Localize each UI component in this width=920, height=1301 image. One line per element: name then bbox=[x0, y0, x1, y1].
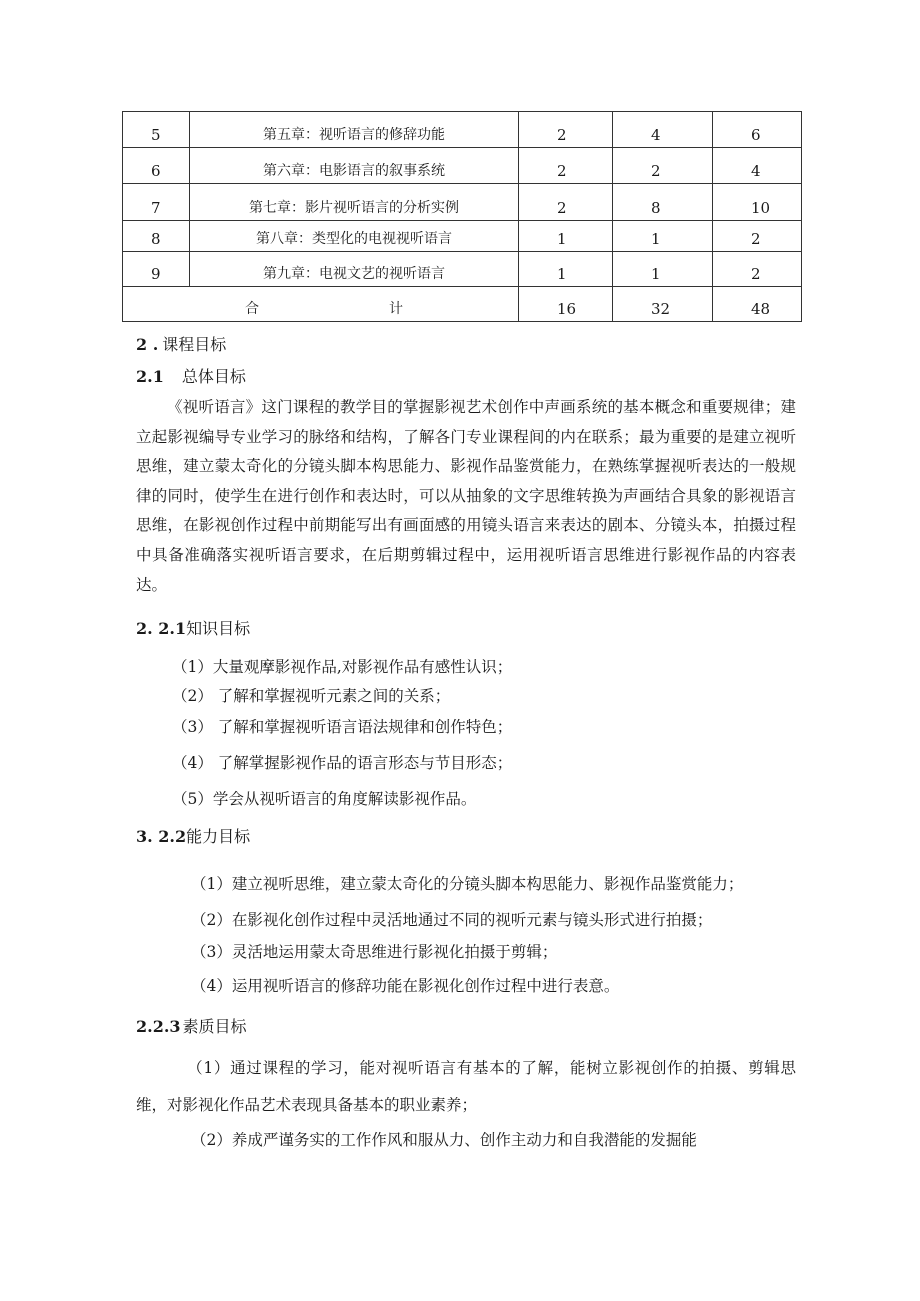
total-label: 合 计 bbox=[123, 287, 519, 322]
section-heading-overall-objectives: 2.1 总体目标 bbox=[136, 367, 246, 386]
knowledge-item: （1）大量观摩影视作品,对影视作品有感性认识； bbox=[172, 658, 513, 676]
row-number: 7 bbox=[123, 184, 190, 221]
ability-item: （3）灵活地运用蒙太奇思维进行影视化拍摄于剪辑； bbox=[191, 943, 558, 961]
quality-item: （1）通过课程的学习，能对视听语言有基本的了解，能树立影视创作的拍摄、剪辑思维，对影视化作品艺术表现具备基本的职业素养； bbox=[136, 1059, 796, 1114]
row-number: 6 bbox=[123, 148, 190, 184]
table-row bbox=[123, 221, 802, 252]
chapter-title: 第五章：视听语言的修辞功能 bbox=[190, 112, 519, 148]
chapter-title: 第六章：电影语言的叙事系统 bbox=[190, 148, 519, 184]
knowledge-item: （2） 了解和掌握视听元素之间的关系； bbox=[172, 687, 451, 705]
knowledge-item: （4） 了解掌握影视作品的语言形态与节目形态； bbox=[172, 754, 513, 772]
row-number: 8 bbox=[123, 221, 190, 252]
chapter-title: 第九章：电视文艺的视听语言 bbox=[190, 252, 519, 287]
section-heading-course-objectives: 2 . 课程目标 bbox=[136, 335, 227, 354]
practice-hours: 1 bbox=[613, 221, 713, 252]
total-hours: 2 bbox=[713, 252, 802, 287]
practice-hours: 4 bbox=[613, 112, 713, 148]
row-number: 9 bbox=[123, 252, 190, 287]
practice-hours: 2 bbox=[613, 148, 713, 184]
ability-item: （2）在影视化创作过程中灵活地通过不同的视听元素与镜头形式进行拍摄； bbox=[191, 911, 713, 929]
chapter-title: 第七章：影片视听语言的分析实例 bbox=[190, 184, 519, 221]
quality-item: （2）养成严谨务实的工作作风和服从力、创作主动力和自我潜能的发掘能 bbox=[191, 1131, 697, 1149]
theory-hours: 2 bbox=[519, 184, 613, 221]
table-row bbox=[123, 252, 802, 287]
theory-hours-total: 16 bbox=[519, 287, 613, 322]
table-row bbox=[123, 148, 802, 184]
practice-hours-total: 32 bbox=[613, 287, 713, 322]
total-hours: 4 bbox=[713, 148, 802, 184]
table-row bbox=[123, 184, 802, 221]
overall-objectives-text: 《视听语言》这门课程的教学目的掌握影视艺术创作中声画系统的基本概念和重要规律；建立起影视编导专业学习的脉络和结构，了解各门专业课程间的内在联系；最为重要的是建立视听思维，建立蒙太奇化的分镜头脚本构思能力、影视作品鉴赏能力，在熟练掌握视听表达的一般规律的同时，使学生在进行创作和表达时，可以从抽象的文字思维转换为声画结合具象的影视语言思维，在影视创作过程中前期能写出有画面感的用镜头语言来表达的剧本、分镜头本，拍摄过程中具备准确落实视听语言要求，在后期剪辑过程中，运用视听语言思维进行影视作品的内容表达。 bbox=[136, 398, 796, 594]
section-heading-knowledge-objectives: 2. 2.1知识目标 bbox=[136, 619, 251, 638]
ability-item: （4）运用视听语言的修辞功能在影视化创作过程中进行表意。 bbox=[191, 977, 620, 995]
total-hours: 2 bbox=[713, 221, 802, 252]
total-hours: 6 bbox=[713, 112, 802, 148]
section-heading-ability-objectives: 3. 2.2能力目标 bbox=[136, 827, 251, 846]
row-number: 5 bbox=[123, 112, 190, 148]
knowledge-item: （3） 了解和掌握视听语言语法规律和创作特色； bbox=[172, 718, 513, 736]
table-row bbox=[123, 112, 802, 148]
theory-hours: 2 bbox=[519, 148, 613, 184]
table-total-row bbox=[123, 287, 802, 322]
course-hours-table bbox=[122, 111, 802, 322]
ability-item: （1）建立视听思维，建立蒙太奇化的分镜头脚本构思能力、影视作品鉴赏能力； bbox=[191, 875, 744, 893]
theory-hours: 1 bbox=[519, 252, 613, 287]
practice-hours: 8 bbox=[613, 184, 713, 221]
practice-hours: 1 bbox=[613, 252, 713, 287]
knowledge-item: （5）学会从视听语言的角度解读影视作品。 bbox=[172, 790, 477, 808]
theory-hours: 2 bbox=[519, 112, 613, 148]
chapter-title: 第八章：类型化的电视视听语言 bbox=[190, 221, 519, 252]
total-hours-sum: 48 bbox=[713, 287, 802, 322]
total-hours: 10 bbox=[713, 184, 802, 221]
theory-hours: 1 bbox=[519, 221, 613, 252]
section-heading-quality-objectives: 2.2.3 素质目标 bbox=[136, 1017, 247, 1036]
